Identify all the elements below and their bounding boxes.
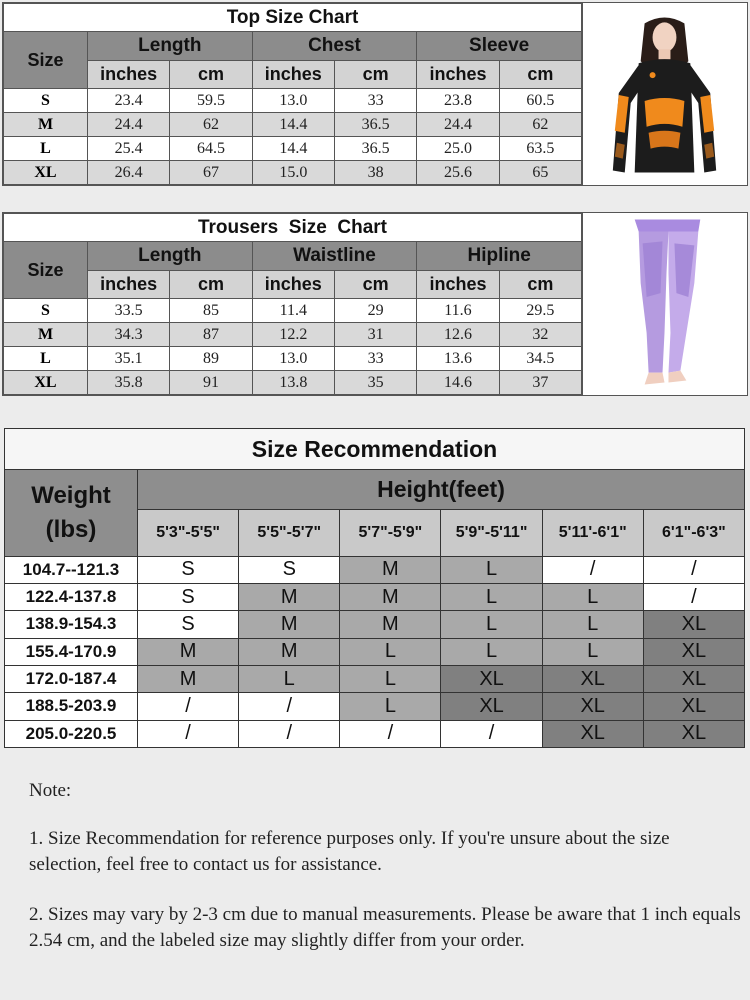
length-group-header: Length — [88, 242, 253, 271]
measurement-cell: 65 — [499, 161, 581, 185]
table-row — [5, 720, 745, 747]
measurement-cell: 13.6 — [417, 347, 499, 371]
measurement-cell: 33.5 — [88, 299, 170, 323]
notes-section — [29, 778, 741, 978]
size-recommendation — [4, 428, 745, 748]
top-size-table — [3, 3, 582, 185]
measurement-cell: 33 — [334, 347, 416, 371]
waistline-group-header: Waistline — [252, 242, 417, 271]
trousers-size-chart — [2, 212, 748, 396]
sleeve-group-header: Sleeve — [417, 32, 582, 61]
table-row — [4, 113, 582, 137]
measurement-cell: 35 — [334, 371, 416, 395]
recommended-size-cell: M — [239, 611, 340, 638]
measurement-cell: 12.2 — [252, 323, 334, 347]
recommended-size-cell: XL — [643, 611, 744, 638]
measurement-cell: 33 — [334, 89, 416, 113]
recommended-size-cell: S — [138, 583, 239, 610]
recommended-size-cell: XL — [542, 693, 643, 720]
unit-header: cm — [170, 61, 252, 89]
table-row — [4, 161, 582, 185]
trousers-chart-title: Trousers Size Chart — [4, 214, 582, 242]
recommended-size-cell: L — [441, 611, 542, 638]
recommended-size-cell: L — [542, 583, 643, 610]
unit-header: inches — [252, 61, 334, 89]
measurement-cell: 29.5 — [499, 299, 581, 323]
measurement-cell: 36.5 — [334, 137, 416, 161]
measurement-cell: 34.3 — [88, 323, 170, 347]
unit-header: inches — [417, 61, 499, 89]
unit-header: cm — [170, 271, 252, 299]
top-size-chart — [2, 2, 748, 186]
height-range-header: 5'5"-5'7" — [239, 509, 340, 556]
measurement-cell: 64.5 — [170, 137, 252, 161]
top-chart-title: Top Size Chart — [4, 4, 582, 32]
weight-range-label: 172.0-187.4 — [5, 665, 138, 692]
measurement-cell: 24.4 — [88, 113, 170, 137]
measurement-cell: 14.4 — [252, 113, 334, 137]
recommended-size-cell: XL — [542, 720, 643, 747]
height-range-header: 6'1"-6'3" — [643, 509, 744, 556]
unit-header: cm — [499, 61, 581, 89]
size-label: L — [4, 137, 88, 161]
recommendation-title: Size Recommendation — [5, 429, 745, 470]
table-row — [5, 583, 745, 610]
weight-range-label: 138.9-154.3 — [5, 611, 138, 638]
weight-range-label: 104.7--121.3 — [5, 556, 138, 583]
size-column-header: Size — [4, 242, 88, 299]
measurement-cell: 13.0 — [252, 347, 334, 371]
recommended-size-cell: / — [441, 720, 542, 747]
measurement-cell: 24.4 — [417, 113, 499, 137]
recommended-size-cell: L — [441, 556, 542, 583]
measurement-cell: 34.5 — [499, 347, 581, 371]
measurement-cell: 59.5 — [170, 89, 252, 113]
table-row — [4, 299, 582, 323]
chest-group-header: Chest — [252, 32, 417, 61]
note-item: 2. Sizes may vary by 2-3 cm due to manual measurements. Please be aware that 1 inch equals 2.54 cm, and the labeled size may slightly differ from your order. — [29, 904, 741, 951]
table-row — [5, 693, 745, 720]
height-range-header: 5'11'-6'1" — [542, 509, 643, 556]
recommended-size-cell: / — [643, 583, 744, 610]
measurement-cell: 36.5 — [334, 113, 416, 137]
measurement-cell: 60.5 — [499, 89, 581, 113]
measurement-cell: 15.0 — [252, 161, 334, 185]
table-row — [5, 556, 745, 583]
measurement-cell: 89 — [170, 347, 252, 371]
weight-range-label: 155.4-170.9 — [5, 638, 138, 665]
recommended-size-cell: M — [340, 583, 441, 610]
measurement-cell: 38 — [334, 161, 416, 185]
weight-range-label: 188.5-203.9 — [5, 693, 138, 720]
measurement-cell: 12.6 — [417, 323, 499, 347]
note-item: 1. Size Recommendation for reference purposes only. If you're unsure about the size selection, feel free to contact us for assistance. — [29, 828, 670, 875]
measurement-cell: 85 — [170, 299, 252, 323]
recommended-size-cell: M — [340, 611, 441, 638]
unit-header: inches — [88, 61, 170, 89]
measurement-cell: 29 — [334, 299, 416, 323]
table-row — [5, 665, 745, 692]
recommended-size-cell: / — [239, 720, 340, 747]
recommended-size-cell: / — [138, 693, 239, 720]
recommended-size-cell: XL — [643, 665, 744, 692]
measurement-cell: 91 — [170, 371, 252, 395]
recommended-size-cell: M — [138, 638, 239, 665]
unit-header: inches — [252, 271, 334, 299]
height-range-header: 5'9"-5'11" — [441, 509, 542, 556]
unit-header: inches — [417, 271, 499, 299]
top-product-image — [582, 3, 747, 185]
recommended-size-cell: L — [542, 611, 643, 638]
measurement-cell: 87 — [170, 323, 252, 347]
measurement-cell: 26.4 — [88, 161, 170, 185]
recommended-size-cell: S — [138, 611, 239, 638]
measurement-cell: 62 — [499, 113, 581, 137]
size-label: S — [4, 89, 88, 113]
trousers-size-table — [3, 213, 582, 395]
measurement-cell: 23.8 — [417, 89, 499, 113]
recommended-size-cell: M — [138, 665, 239, 692]
height-range-header: 5'7"-5'9" — [340, 509, 441, 556]
recommended-size-cell: / — [340, 720, 441, 747]
unit-header: cm — [334, 271, 416, 299]
measurement-cell: 25.6 — [417, 161, 499, 185]
measurement-cell: 13.8 — [252, 371, 334, 395]
size-recommendation-table — [4, 428, 745, 748]
height-range-header: 5'3"-5'5" — [138, 509, 239, 556]
weight-header-label: Weight — [31, 481, 111, 509]
recommended-size-cell: L — [441, 583, 542, 610]
table-row — [4, 323, 582, 347]
recommended-size-cell: XL — [643, 638, 744, 665]
measurement-cell: 14.6 — [417, 371, 499, 395]
recommended-size-cell: L — [340, 638, 441, 665]
recommended-size-cell: L — [441, 638, 542, 665]
recommended-size-cell: / — [542, 556, 643, 583]
table-row — [4, 347, 582, 371]
recommended-size-cell: L — [239, 665, 340, 692]
table-row — [5, 611, 745, 638]
measurement-cell: 63.5 — [499, 137, 581, 161]
recommendation-rows — [5, 556, 745, 747]
unit-header: cm — [499, 271, 581, 299]
recommended-size-cell: XL — [441, 693, 542, 720]
measurement-cell: 35.1 — [88, 347, 170, 371]
measurement-cell: 25.4 — [88, 137, 170, 161]
recommended-size-cell: M — [239, 638, 340, 665]
weight-range-label: 122.4-137.8 — [5, 583, 138, 610]
length-group-header: Length — [88, 32, 253, 61]
recommended-size-cell: L — [340, 665, 441, 692]
measurement-cell: 14.4 — [252, 137, 334, 161]
measurement-cell: 11.6 — [417, 299, 499, 323]
size-label: L — [4, 347, 88, 371]
recommended-size-cell: / — [239, 693, 340, 720]
size-label: M — [4, 323, 88, 347]
recommended-size-cell: S — [138, 556, 239, 583]
size-column-header: Size — [4, 32, 88, 89]
recommended-size-cell: XL — [542, 665, 643, 692]
unit-header: inches — [88, 271, 170, 299]
size-label: XL — [4, 161, 88, 185]
recommended-size-cell: L — [542, 638, 643, 665]
measurement-cell: 25.0 — [417, 137, 499, 161]
notes-heading: Note: — [29, 780, 72, 801]
measurement-cell: 13.0 — [252, 89, 334, 113]
measurement-cell: 35.8 — [88, 371, 170, 395]
height-header: Height(feet) — [138, 470, 745, 510]
recommended-size-cell: XL — [643, 693, 744, 720]
size-label: M — [4, 113, 88, 137]
size-label: XL — [4, 371, 88, 395]
measurement-cell: 62 — [170, 113, 252, 137]
size-label: S — [4, 299, 88, 323]
measurement-cell: 11.4 — [252, 299, 334, 323]
recommended-size-cell: M — [340, 556, 441, 583]
measurement-cell: 67 — [170, 161, 252, 185]
trousers-product-image — [582, 213, 747, 395]
recommended-size-cell: / — [138, 720, 239, 747]
weight-header-unit: (lbs) — [45, 515, 97, 543]
measurement-cell: 23.4 — [88, 89, 170, 113]
unit-header: cm — [334, 61, 416, 89]
measurement-cell: 32 — [499, 323, 581, 347]
recommended-size-cell: XL — [643, 720, 744, 747]
recommended-size-cell: XL — [441, 665, 542, 692]
measurement-cell: 37 — [499, 371, 581, 395]
leggings-illustration — [583, 213, 747, 395]
recommended-size-cell: L — [340, 693, 441, 720]
table-row — [4, 371, 582, 395]
measurement-cell: 31 — [334, 323, 416, 347]
weight-header — [5, 470, 138, 557]
recommended-size-cell: M — [239, 583, 340, 610]
recommended-size-cell: S — [239, 556, 340, 583]
table-row — [5, 638, 745, 665]
weight-range-label: 205.0-220.5 — [5, 720, 138, 747]
recommended-size-cell: / — [643, 556, 744, 583]
hipline-group-header: Hipline — [417, 242, 582, 271]
table-row — [4, 137, 582, 161]
model-top-illustration — [583, 3, 747, 185]
table-row — [4, 89, 582, 113]
